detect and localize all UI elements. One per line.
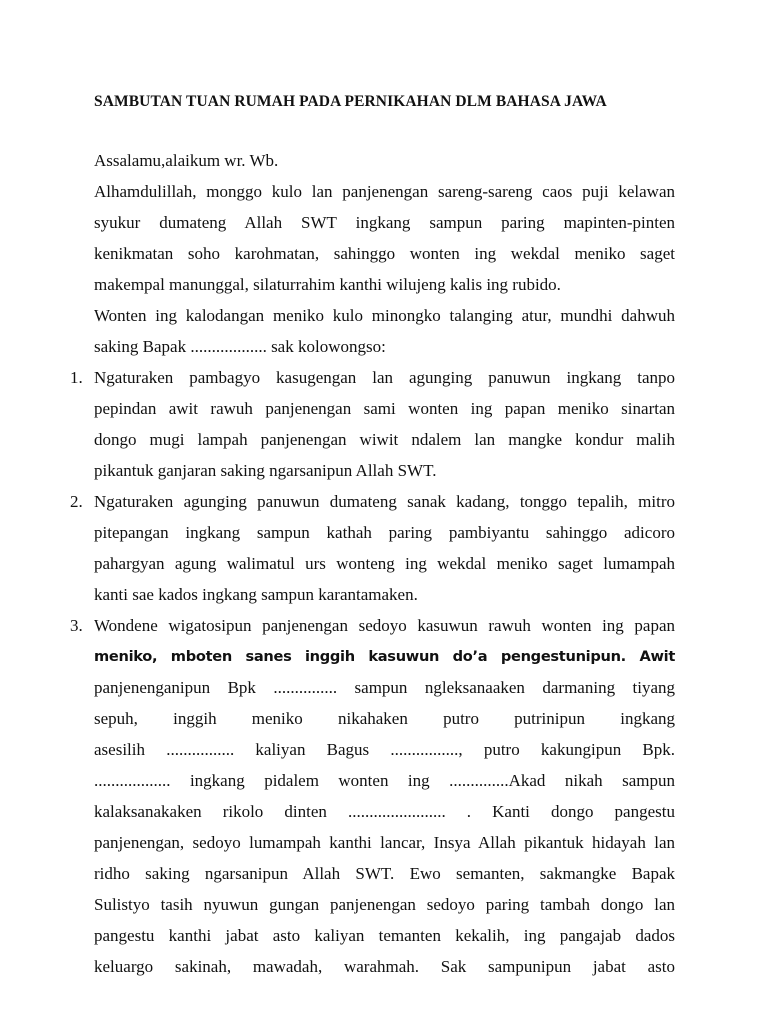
line-text: ridho saking ngarsanipun Allah SWT. Ewo semanten, sakmangke Bapak — [94, 864, 675, 883]
paragraph-line — [94, 393, 675, 424]
paragraph-line — [94, 858, 675, 889]
paragraph-line — [94, 331, 675, 362]
numbered-list-item-line — [70, 486, 675, 517]
paragraph-line — [94, 579, 675, 610]
list-number: 1. — [70, 368, 83, 387]
paragraph-line — [94, 672, 675, 703]
paragraph-line — [94, 145, 675, 176]
line-text: panjenengan, sedoyo lumampah kanthi lancar, Insya Allah pikantuk hidayah lan — [94, 833, 675, 852]
line-text: Sulistyo tasih nyuwun gungan panjenengan sedoyo paring tambah dongo lan — [94, 895, 675, 914]
list-number: 3. — [70, 616, 83, 635]
paragraph-line — [94, 703, 675, 734]
line-text: Wonten ing kalodangan meniko kulo minongko talanging atur, mundhi dahwuh — [94, 306, 675, 325]
paragraph-line — [94, 455, 675, 486]
paragraph-line — [94, 765, 675, 796]
line-text: kanti sae kados ingkang sampun karantamaken. — [94, 585, 418, 604]
paragraph-line — [94, 951, 675, 982]
document-title: SAMBUTAN TUAN RUMAH PADA PERNIKAHAN DLM BAHASA JAWA — [94, 93, 607, 110]
line-text: pangestu kanthi jabat asto kaliyan temanten kekalih, ing pangajab dados — [94, 926, 675, 945]
numbered-list-item-line — [70, 610, 675, 641]
paragraph-line — [94, 207, 675, 238]
line-text: makempal manunggal, silaturrahim kanthi wilujeng kalis ing rubido. — [94, 275, 561, 294]
paragraph-line — [94, 238, 675, 269]
line-text: Assalamu,alaikum wr. Wb. — [94, 151, 279, 170]
line-text: kenikmatan soho karohmatan, sahinggo wonten ing wekdal meniko saget — [94, 244, 675, 263]
line-text: Wondene wigatosipun panjenengan sedoyo kasuwun rawuh wonten ing papan — [94, 616, 675, 635]
paragraph-line — [94, 300, 675, 331]
paragraph-line — [94, 920, 675, 951]
line-text: syukur dumateng Allah SWT ingkang sampun paring mapinten-pinten — [94, 213, 675, 232]
line-text: asesilih ................ kaliyan Bagus ................, putro kakungipun Bpk. — [94, 740, 675, 759]
line-text: Ngaturaken pambagyo kasugengan lan agunging panuwun ingkang tanpo — [94, 368, 675, 387]
line-text: keluargo sakinah, mawadah, warahmah. Sak sampunipun jabat asto — [94, 957, 675, 976]
list-number: 2. — [70, 492, 83, 511]
paragraph-line — [94, 176, 675, 207]
line-text: pikantuk ganjaran saking ngarsanipun Allah SWT. — [94, 461, 437, 480]
paragraph-line — [94, 734, 675, 765]
paragraph-line — [94, 641, 675, 672]
numbered-list-item-line — [70, 362, 675, 393]
paragraph-line — [94, 548, 675, 579]
paragraph-line — [94, 796, 675, 827]
paragraph-line — [94, 827, 675, 858]
paragraph-line — [94, 517, 675, 548]
line-text: panjenenganipun Bpk ............... sampun ngleksanaaken darmaning tiyang — [94, 678, 675, 697]
line-text: saking Bapak .................. sak kolowongso: — [94, 337, 386, 356]
line-text: meniko, mboten sanes inggih kasuwun do’a pengestunipun. Awit — [94, 648, 675, 665]
line-text: sepuh, inggih meniko nikahaken putro putrinipun ingkang — [94, 709, 675, 728]
line-text: Alhamdulillah, monggo kulo lan panjenengan sareng-sareng caos puji kelawan — [94, 182, 675, 201]
paragraph-line — [94, 424, 675, 455]
line-text: pahargyan agung walimatul urs wonteng ing wekdal meniko saget lumampah — [94, 554, 675, 573]
paragraph-line — [94, 889, 675, 920]
line-text: kalaksanakaken rikolo dinten ....................... . Kanti dongo pangestu — [94, 802, 675, 821]
paragraph-line — [94, 269, 675, 300]
line-text: dongo mugi lampah panjenengan wiwit ndalem lan mangke kondur malih — [94, 430, 675, 449]
line-text: pitepangan ingkang sampun kathah paring pambiyantu sahinggo adicoro — [94, 523, 675, 542]
line-text: .................. ingkang pidalem wonten ing ..............Akad nikah sampun — [94, 771, 675, 790]
line-text: Ngaturaken agunging panuwun dumateng sanak kadang, tonggo tepalih, mitro — [94, 492, 675, 511]
line-text: pepindan awit rawuh panjenengan sami wonten ing papan meniko sinartan — [94, 399, 675, 418]
document-body — [70, 145, 675, 982]
